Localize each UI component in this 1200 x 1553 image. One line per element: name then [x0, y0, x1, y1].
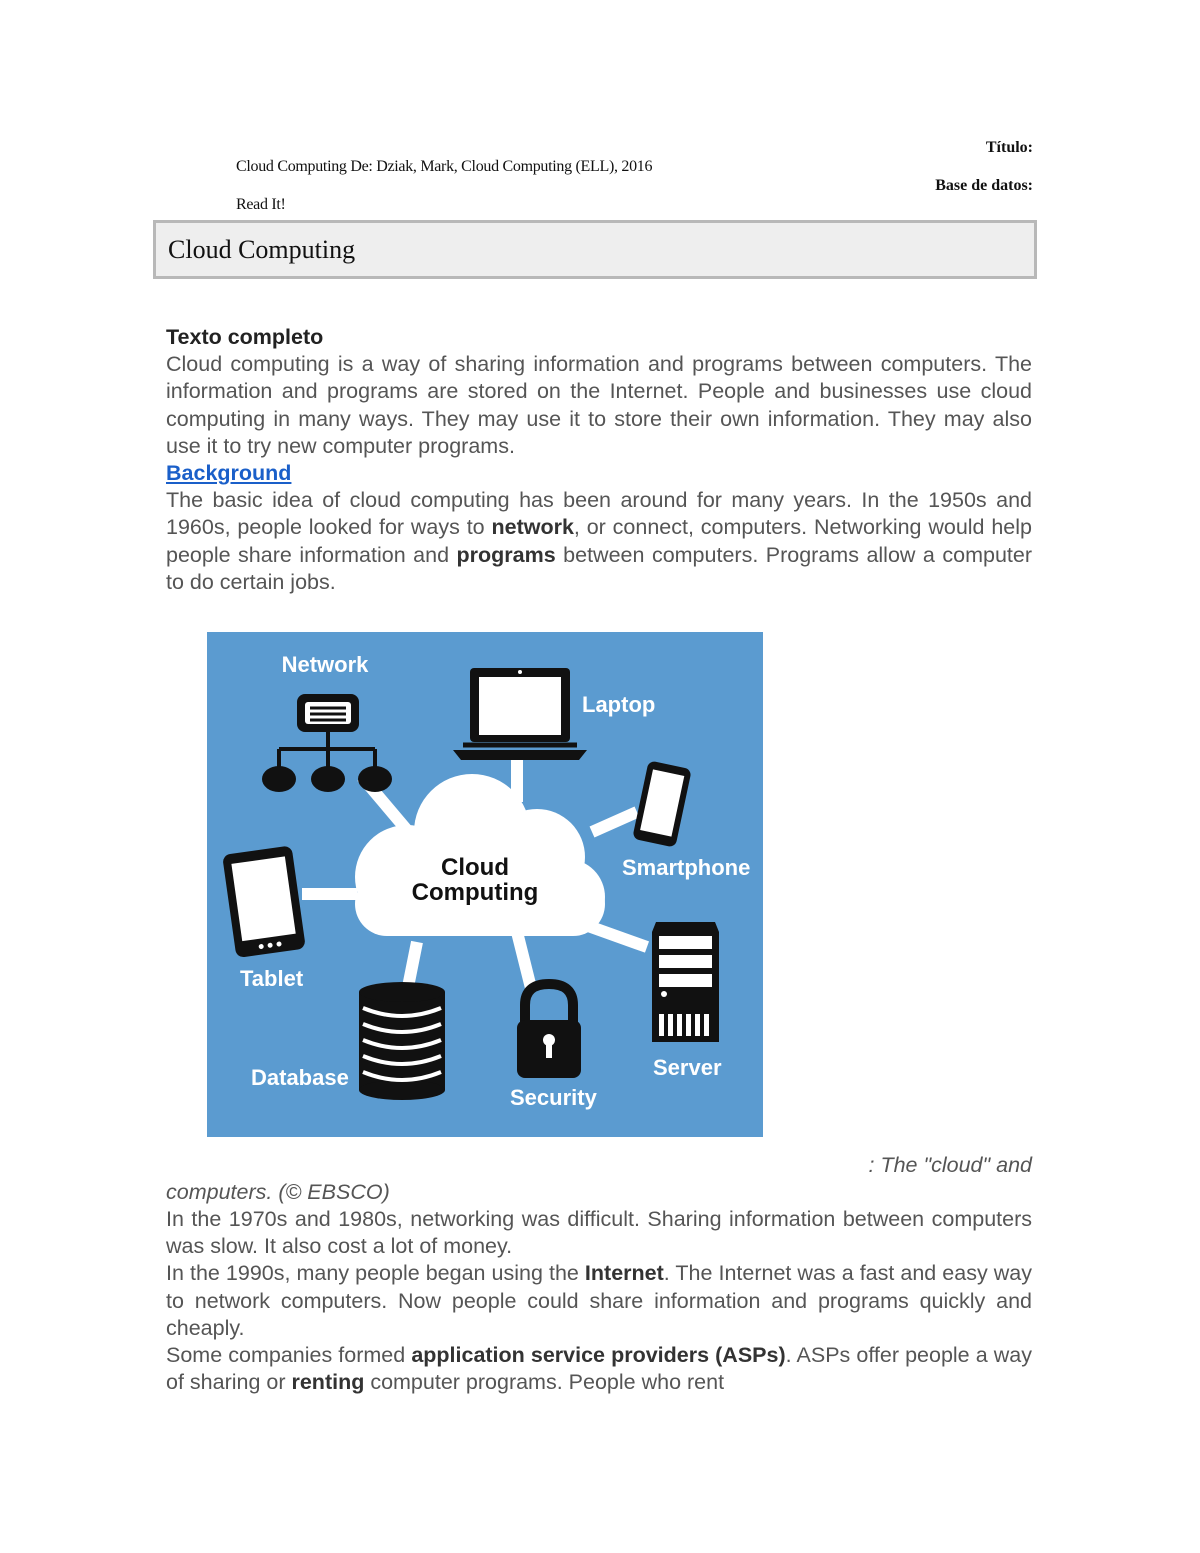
label-smartphone: Smartphone	[622, 855, 751, 880]
security-icon	[517, 984, 581, 1078]
database-icon	[359, 982, 445, 1100]
database-label: Base de datos:	[935, 177, 1033, 194]
article-body	[166, 324, 1032, 596]
paragraph-1970s: In the 1970s and 1980s, networking was difficult. Sharing information between computers was slow. It also cost a lot of money.	[166, 1207, 1032, 1259]
caption-line2: computers. (© EBSCO)	[166, 1180, 390, 1205]
label-server: Server	[653, 1055, 722, 1080]
intro-paragraph: Cloud computing is a way of sharing information and programs between computers. The information and programs are stored on the Internet. People and businesses use cloud computing in many ways. They may use it to store their own information. They may also use it to try new computer programs.	[166, 352, 1032, 458]
title-label: Título:	[985, 139, 1033, 156]
laptop-icon	[453, 668, 587, 760]
cloud-label-line1: Cloud	[441, 854, 509, 881]
citation-block	[236, 158, 652, 214]
paragraph-asps: Some companies formed application service providers (ASPs). ASPs offer people a way of sharing or renting computer programs. People who rent	[166, 1343, 1032, 1395]
page-title: Cloud Computing	[168, 235, 356, 264]
tablet-icon	[222, 845, 306, 958]
article-body-continued	[166, 1206, 1032, 1396]
network-icon	[262, 694, 392, 792]
title-box	[153, 220, 1037, 279]
background-link[interactable]: Background	[166, 461, 292, 486]
server-icon	[652, 922, 719, 1042]
cloud-computing-diagram	[207, 632, 763, 1137]
smartphone-icon	[632, 760, 692, 847]
label-database: Database	[251, 1065, 349, 1090]
metadata-labels	[935, 139, 1033, 195]
label-laptop: Laptop	[582, 692, 656, 717]
section-heading: Texto completo	[166, 325, 324, 349]
citation-text: Cloud Computing De: Dziak, Mark, Cloud Computing (ELL), 2016	[236, 158, 653, 175]
cloud-label-line2: Computing	[411, 879, 539, 906]
paragraph-1990s: In the 1990s, many people began using the Internet. The Internet was a fast and easy way to network computers. Now people could share information and programs quickly and cheaply.	[166, 1261, 1032, 1340]
source-text: Read It!	[236, 196, 286, 213]
label-security: Security	[510, 1085, 597, 1110]
background-paragraph: The basic idea of cloud computing has been around for many years. In the 1950s and 1960s, people looked for ways to network, or connect, computers. Networking would help people share information and programs between computers. Programs allow a computer to do certain jobs.	[166, 488, 1032, 594]
label-network: Network	[281, 652, 369, 677]
caption-line1: : The "cloud" and	[868, 1153, 1032, 1177]
label-tablet: Tablet	[240, 966, 304, 991]
figure-caption	[166, 1152, 1032, 1206]
